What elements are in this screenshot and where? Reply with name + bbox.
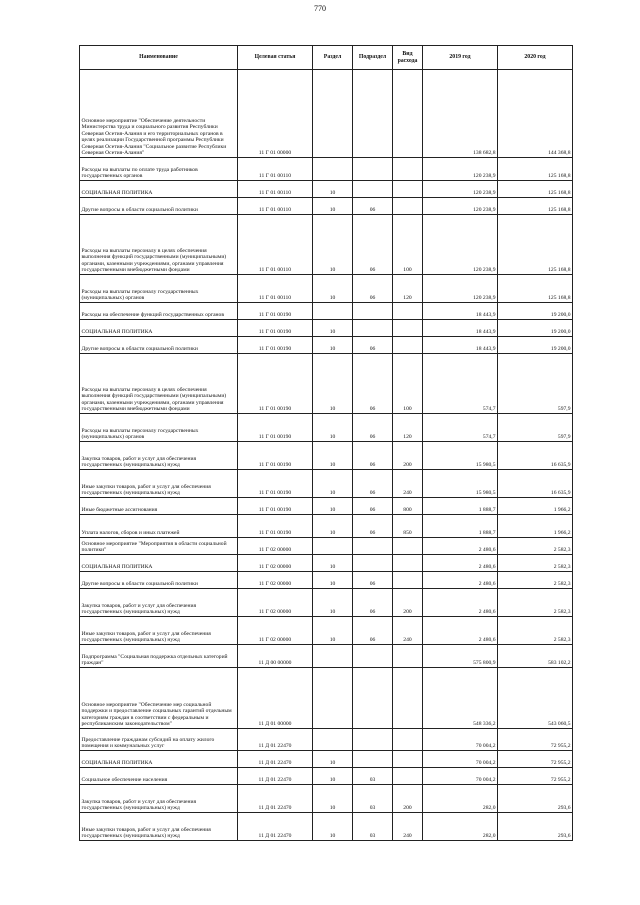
row-amount-2019: 15 980,5 bbox=[423, 442, 498, 470]
row-target-article: 11 Г 01 00190 bbox=[238, 303, 313, 320]
row-name: Расходы на обеспечение функций государственных органов bbox=[80, 303, 238, 320]
table-row bbox=[80, 275, 573, 303]
row-expense-type bbox=[393, 668, 423, 729]
row-target-article: 11 Д 01 22470 bbox=[238, 729, 313, 751]
row-subsection bbox=[353, 181, 393, 198]
row-section bbox=[313, 668, 353, 729]
row-amount-2020: 19 200,0 bbox=[498, 303, 573, 320]
row-name: Социальное обеспечение населения bbox=[80, 768, 238, 785]
row-subsection bbox=[353, 320, 393, 337]
row-name: Основное мероприятие "Обеспечение деятельности Министерства труда и социального развития Республики Северная Осетия-Алания и его территориальных органов в целях реализации Государственной программы Республики Северная Осетия-Алания "Социальное развитие Республики Северная Осетия-Алания" bbox=[80, 70, 238, 158]
row-section: 10 bbox=[313, 572, 353, 589]
header-section: Раздел bbox=[313, 46, 353, 70]
row-target-article: 11 Г 01 00110 bbox=[238, 215, 313, 275]
row-section bbox=[313, 538, 353, 555]
row-section bbox=[313, 70, 353, 158]
row-amount-2019: 70 004,2 bbox=[423, 751, 498, 768]
row-name: Расходы на выплаты персоналу государственных (муниципальных) органов bbox=[80, 275, 238, 303]
row-name: СОЦИАЛЬНАЯ ПОЛИТИКА bbox=[80, 555, 238, 572]
row-amount-2020: 2 582,3 bbox=[498, 555, 573, 572]
row-target-article: 11 Г 01 00190 bbox=[238, 470, 313, 498]
header-year-2019: 2019 год bbox=[423, 46, 498, 70]
row-section bbox=[313, 645, 353, 668]
row-section: 10 bbox=[313, 515, 353, 538]
row-expense-type: 120 bbox=[393, 414, 423, 442]
row-section: 10 bbox=[313, 813, 353, 841]
row-amount-2020: 125 168,8 bbox=[498, 215, 573, 275]
row-expense-type: 240 bbox=[393, 617, 423, 645]
row-amount-2020: 144 368,8 bbox=[498, 70, 573, 158]
row-amount-2019: 548 336,2 bbox=[423, 668, 498, 729]
table-row bbox=[80, 785, 573, 813]
row-expense-type: 200 bbox=[393, 589, 423, 617]
table-row bbox=[80, 303, 573, 320]
table-row bbox=[80, 442, 573, 470]
row-amount-2020: 2 582,3 bbox=[498, 572, 573, 589]
row-name: Иные закупки товаров, работ и услуг для обеспечения государственных (муниципальных) нужд bbox=[80, 470, 238, 498]
table-row bbox=[80, 617, 573, 645]
header-target-article: Целевая статья bbox=[238, 46, 313, 70]
row-subsection: 06 bbox=[353, 414, 393, 442]
row-expense-type bbox=[393, 572, 423, 589]
row-target-article: 11 Г 02 00000 bbox=[238, 617, 313, 645]
row-subsection: 06 bbox=[353, 498, 393, 515]
row-name: Уплата налогов, сборов и иных платежей bbox=[80, 515, 238, 538]
row-amount-2019: 70 004,2 bbox=[423, 768, 498, 785]
row-subsection bbox=[353, 668, 393, 729]
row-subsection: 06 bbox=[353, 589, 393, 617]
row-section: 10 bbox=[313, 555, 353, 572]
row-section: 10 bbox=[313, 275, 353, 303]
row-amount-2019: 120 238,9 bbox=[423, 275, 498, 303]
row-expense-type bbox=[393, 181, 423, 198]
row-amount-2019: 1 888,7 bbox=[423, 498, 498, 515]
header-name: Наименование bbox=[80, 46, 238, 70]
row-name: Предоставление гражданам субсидий на оплату жилого помещения и коммунальных услуг bbox=[80, 729, 238, 751]
table-row bbox=[80, 515, 573, 538]
row-target-article: 11 Д 00 00000 bbox=[238, 645, 313, 668]
row-amount-2020: 293,6 bbox=[498, 785, 573, 813]
row-section: 10 bbox=[313, 215, 353, 275]
header-row bbox=[80, 46, 573, 70]
row-amount-2019: 575 800,9 bbox=[423, 645, 498, 668]
row-amount-2020: 1 966,2 bbox=[498, 515, 573, 538]
row-subsection: 03 bbox=[353, 768, 393, 785]
row-name: Другие вопросы в области социальной политики bbox=[80, 572, 238, 589]
row-amount-2019: 120 238,9 bbox=[423, 215, 498, 275]
row-amount-2020: 583 102,2 bbox=[498, 645, 573, 668]
table-row bbox=[80, 751, 573, 768]
row-target-article: 11 Г 01 00190 bbox=[238, 515, 313, 538]
row-amount-2020: 125 168,8 bbox=[498, 158, 573, 181]
row-section: 10 bbox=[313, 785, 353, 813]
row-expense-type: 100 bbox=[393, 354, 423, 414]
row-target-article: 11 Г 01 00190 bbox=[238, 354, 313, 414]
row-subsection: 06 bbox=[353, 617, 393, 645]
row-amount-2020: 597,9 bbox=[498, 354, 573, 414]
row-name: Расходы на выплаты по оплате труда работников государственных органов bbox=[80, 158, 238, 181]
row-section: 10 bbox=[313, 354, 353, 414]
row-subsection bbox=[353, 70, 393, 158]
row-amount-2020: 19 200,0 bbox=[498, 320, 573, 337]
row-target-article: 11 Д 01 22470 bbox=[238, 768, 313, 785]
row-section: 10 bbox=[313, 337, 353, 354]
row-expense-type bbox=[393, 303, 423, 320]
table-row bbox=[80, 215, 573, 275]
row-expense-type: 200 bbox=[393, 442, 423, 470]
budget-table bbox=[79, 45, 573, 841]
row-name: Иные закупки товаров, работ и услуг для обеспечения государственных (муниципальных) нужд bbox=[80, 813, 238, 841]
row-section: 10 bbox=[313, 751, 353, 768]
table-row bbox=[80, 158, 573, 181]
row-amount-2020: 543 060,5 bbox=[498, 668, 573, 729]
row-amount-2019: 1 888,7 bbox=[423, 515, 498, 538]
row-expense-type: 240 bbox=[393, 470, 423, 498]
row-name: Расходы на выплаты персоналу в целях обеспечения выполнения функций государственными (муниципальными) органами, казенными учреждениями, органами управления государственными внебюджетными фондами bbox=[80, 354, 238, 414]
row-amount-2019: 574,7 bbox=[423, 354, 498, 414]
row-amount-2019: 282,0 bbox=[423, 785, 498, 813]
row-amount-2020: 2 582,3 bbox=[498, 617, 573, 645]
row-subsection: 06 bbox=[353, 337, 393, 354]
row-name: Иные закупки товаров, работ и услуг для обеспечения государственных (муниципальных) нужд bbox=[80, 617, 238, 645]
row-expense-type bbox=[393, 768, 423, 785]
table-row bbox=[80, 470, 573, 498]
header-subsection: Подраздел bbox=[353, 46, 393, 70]
row-amount-2019: 574,7 bbox=[423, 414, 498, 442]
row-name: Расходы на выплаты персоналу в целях обеспечения выполнения функций государственными (муниципальными) органами, казенными учреждениями, органами управления государственными внебюджетными фондами bbox=[80, 215, 238, 275]
row-target-article: 11 Г 01 00110 bbox=[238, 158, 313, 181]
row-name: Иные бюджетные ассигнования bbox=[80, 498, 238, 515]
row-amount-2020: 72 955,2 bbox=[498, 768, 573, 785]
table-row bbox=[80, 668, 573, 729]
row-target-article: 11 Г 01 00000 bbox=[238, 70, 313, 158]
row-section bbox=[313, 303, 353, 320]
row-expense-type: 800 bbox=[393, 498, 423, 515]
table-row bbox=[80, 320, 573, 337]
row-section: 10 bbox=[313, 470, 353, 498]
row-name: Подпрограмма "Социальная поддержка отдельных категорий граждан" bbox=[80, 645, 238, 668]
row-amount-2019: 18 443,9 bbox=[423, 303, 498, 320]
row-amount-2020: 2 582,3 bbox=[498, 538, 573, 555]
row-target-article: 11 Г 02 00000 bbox=[238, 555, 313, 572]
table-row bbox=[80, 354, 573, 414]
row-amount-2019: 138 682,8 bbox=[423, 70, 498, 158]
row-amount-2020: 72 955,2 bbox=[498, 729, 573, 751]
row-amount-2020: 16 635,9 bbox=[498, 442, 573, 470]
row-name: СОЦИАЛЬНАЯ ПОЛИТИКА bbox=[80, 751, 238, 768]
row-target-article: 11 Г 02 00000 bbox=[238, 572, 313, 589]
row-expense-type: 200 bbox=[393, 785, 423, 813]
row-amount-2019: 120 238,9 bbox=[423, 198, 498, 215]
row-amount-2019: 18 443,9 bbox=[423, 337, 498, 354]
row-subsection: 06 bbox=[353, 470, 393, 498]
row-section bbox=[313, 158, 353, 181]
row-expense-type: 120 bbox=[393, 275, 423, 303]
table-row bbox=[80, 498, 573, 515]
row-subsection: 03 bbox=[353, 813, 393, 841]
row-amount-2019: 120 238,9 bbox=[423, 181, 498, 198]
row-name: Другие вопросы в области социальной политики bbox=[80, 198, 238, 215]
table-row bbox=[80, 538, 573, 555]
row-expense-type bbox=[393, 555, 423, 572]
header-year-2020: 2020 год bbox=[498, 46, 573, 70]
table-row bbox=[80, 589, 573, 617]
row-amount-2020: 125 168,8 bbox=[498, 198, 573, 215]
row-section: 10 bbox=[313, 320, 353, 337]
table-row bbox=[80, 414, 573, 442]
row-expense-type bbox=[393, 158, 423, 181]
row-expense-type bbox=[393, 320, 423, 337]
table-row bbox=[80, 198, 573, 215]
row-subsection bbox=[353, 555, 393, 572]
row-section: 10 bbox=[313, 498, 353, 515]
row-section: 10 bbox=[313, 181, 353, 198]
row-name: Основное мероприятие "Мероприятия в области социальной политики" bbox=[80, 538, 238, 555]
row-expense-type bbox=[393, 337, 423, 354]
row-expense-type bbox=[393, 645, 423, 668]
row-target-article: 11 Д 01 22470 bbox=[238, 751, 313, 768]
row-name: СОЦИАЛЬНАЯ ПОЛИТИКА bbox=[80, 320, 238, 337]
row-amount-2020: 2 582,3 bbox=[498, 589, 573, 617]
row-expense-type bbox=[393, 538, 423, 555]
row-target-article: 11 Г 01 00190 bbox=[238, 320, 313, 337]
row-target-article: 11 Г 02 00000 bbox=[238, 538, 313, 555]
row-subsection: 06 bbox=[353, 275, 393, 303]
table-row bbox=[80, 768, 573, 785]
row-amount-2020: 1 966,2 bbox=[498, 498, 573, 515]
row-amount-2019: 2 480,6 bbox=[423, 555, 498, 572]
row-amount-2019: 120 238,9 bbox=[423, 158, 498, 181]
row-subsection bbox=[353, 729, 393, 751]
table-row bbox=[80, 181, 573, 198]
row-name: Расходы на выплаты персоналу государственных (муниципальных) органов bbox=[80, 414, 238, 442]
row-section: 10 bbox=[313, 617, 353, 645]
row-target-article: 11 Г 02 00000 bbox=[238, 589, 313, 617]
table-row bbox=[80, 729, 573, 751]
row-amount-2020: 16 635,9 bbox=[498, 470, 573, 498]
row-expense-type: 850 bbox=[393, 515, 423, 538]
table-row bbox=[80, 645, 573, 668]
row-expense-type: 240 bbox=[393, 813, 423, 841]
row-subsection bbox=[353, 303, 393, 320]
row-target-article: 11 Г 01 00110 bbox=[238, 181, 313, 198]
row-section: 10 bbox=[313, 198, 353, 215]
row-expense-type bbox=[393, 751, 423, 768]
row-amount-2019: 282,0 bbox=[423, 813, 498, 841]
row-amount-2020: 597,9 bbox=[498, 414, 573, 442]
row-subsection: 06 bbox=[353, 215, 393, 275]
row-amount-2019: 18 443,9 bbox=[423, 320, 498, 337]
row-section: 10 bbox=[313, 414, 353, 442]
table-row bbox=[80, 70, 573, 158]
table-row bbox=[80, 572, 573, 589]
row-amount-2019: 15 980,5 bbox=[423, 470, 498, 498]
row-amount-2019: 2 480,6 bbox=[423, 589, 498, 617]
row-subsection: 06 bbox=[353, 572, 393, 589]
row-expense-type bbox=[393, 729, 423, 751]
row-subsection: 03 bbox=[353, 785, 393, 813]
row-name: Закупка товаров, работ и услуг для обеспечения государственных (муниципальных) нужд bbox=[80, 785, 238, 813]
row-section bbox=[313, 729, 353, 751]
header-expense-type: Вид расхода bbox=[393, 46, 423, 70]
table-row bbox=[80, 337, 573, 354]
row-target-article: 11 Г 01 00190 bbox=[238, 498, 313, 515]
row-amount-2019: 2 480,6 bbox=[423, 538, 498, 555]
row-subsection bbox=[353, 538, 393, 555]
row-target-article: 11 Г 01 00190 bbox=[238, 337, 313, 354]
row-expense-type bbox=[393, 70, 423, 158]
row-section: 10 bbox=[313, 589, 353, 617]
row-target-article: 11 Г 01 00190 bbox=[238, 414, 313, 442]
table-row bbox=[80, 813, 573, 841]
row-target-article: 11 Д 01 22470 bbox=[238, 785, 313, 813]
row-target-article: 11 Д 01 00000 bbox=[238, 668, 313, 729]
row-target-article: 11 Г 01 00110 bbox=[238, 275, 313, 303]
row-section: 10 bbox=[313, 768, 353, 785]
row-amount-2020: 125 168,8 bbox=[498, 275, 573, 303]
row-name: Закупка товаров, работ и услуг для обеспечения государственных (муниципальных) нужд bbox=[80, 442, 238, 470]
row-name: Основное мероприятие "Обеспечение мер социальной поддержки и предоставление социальных гарантий отдельным категориям граждан в соответствии с федеральным и республиканским законодательством" bbox=[80, 668, 238, 729]
row-subsection: 06 bbox=[353, 515, 393, 538]
row-name: СОЦИАЛЬНАЯ ПОЛИТИКА bbox=[80, 181, 238, 198]
row-target-article: 11 Г 01 00190 bbox=[238, 442, 313, 470]
row-name: Другие вопросы в области социальной политики bbox=[80, 337, 238, 354]
row-target-article: 11 Д 01 22470 bbox=[238, 813, 313, 841]
row-amount-2019: 70 004,2 bbox=[423, 729, 498, 751]
row-amount-2020: 293,6 bbox=[498, 813, 573, 841]
row-subsection: 06 bbox=[353, 198, 393, 215]
row-amount-2020: 19 200,0 bbox=[498, 337, 573, 354]
row-name: Закупка товаров, работ и услуг для обеспечения государственных (муниципальных) нужд bbox=[80, 589, 238, 617]
row-amount-2020: 72 955,2 bbox=[498, 751, 573, 768]
row-subsection bbox=[353, 158, 393, 181]
row-subsection: 06 bbox=[353, 354, 393, 414]
table-row bbox=[80, 555, 573, 572]
row-expense-type bbox=[393, 198, 423, 215]
row-amount-2020: 125 168,8 bbox=[498, 181, 573, 198]
row-subsection bbox=[353, 751, 393, 768]
page-number: 770 bbox=[314, 4, 326, 13]
row-section: 10 bbox=[313, 442, 353, 470]
row-amount-2019: 2 480,6 bbox=[423, 572, 498, 589]
row-target-article: 11 Г 01 00110 bbox=[238, 198, 313, 215]
row-amount-2019: 2 480,6 bbox=[423, 617, 498, 645]
row-expense-type: 100 bbox=[393, 215, 423, 275]
row-subsection: 06 bbox=[353, 442, 393, 470]
row-subsection bbox=[353, 645, 393, 668]
